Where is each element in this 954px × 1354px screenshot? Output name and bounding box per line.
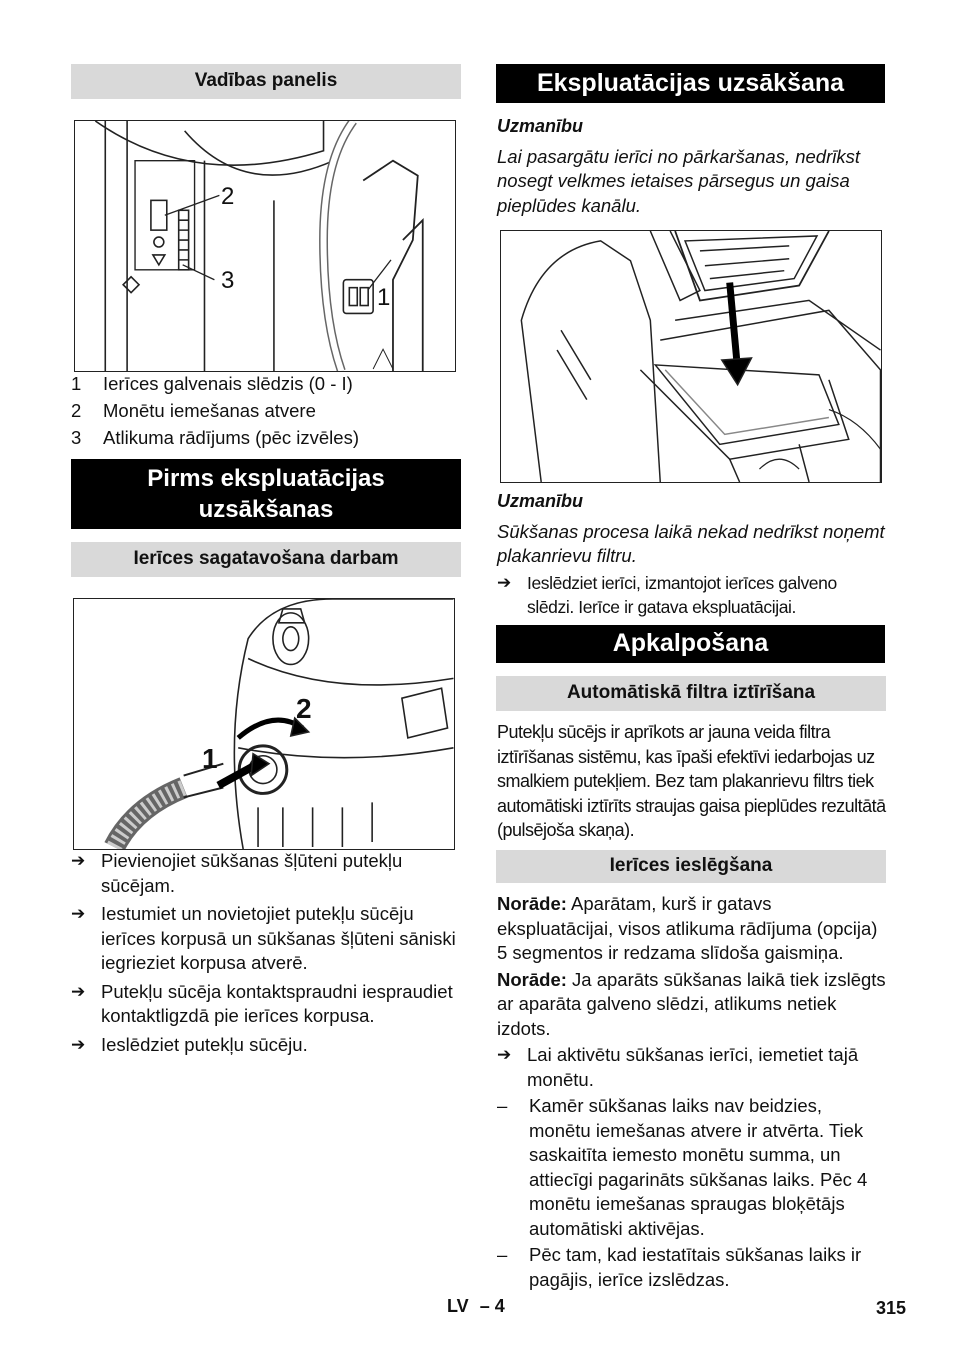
callout-3: 3 (221, 267, 235, 294)
list-item: – Kamēr sūkšanas laiks nav beidzies, monētu iemešanas atvere ir atvērta. Tiek saskaitīta iemesto monētu summa, un attiecīgi pagarināts sūkšanas laiks. Pēc 4 monētu iemešanas spraugas bloķētājs automātiski aktivējas. (497, 1094, 887, 1241)
arrow-icon: ➔ (71, 851, 86, 870)
caution-2 (497, 489, 887, 620)
switch-on-subheading: Ierīces ieslēgšana (496, 850, 886, 883)
dash-marker: – (497, 1244, 508, 1265)
caution-1 (497, 114, 887, 218)
operation-heading: Apkalpošana (496, 625, 885, 663)
page-footer-label: LV – 4 (447, 1296, 505, 1316)
list-item: ➔ Ieslēdziet ierīci, izmantojot ierīces galveno slēdzi. Ierīce ir gatava ekspluatācijai. (497, 571, 887, 620)
note-2: Norāde: Ja aparāts sūkšanas laikā tiek izslēgts ar aparāta galveno slēdzi, atlikums netiek izdots. (497, 968, 886, 1039)
switch-on-section (497, 892, 887, 1292)
filter-cleaning-text: Putekļu sūcējs ir aprīkots ar jauna veida filtra iztīrīšanas sistēmu, kas īpaši efektīvi iedarbojas uz smalkiem putekļiem. Bez tam plakanrievu filtrs tiek automātiski iztīrīts straujas gaisa pieplūdes rezultātā (pulsējoša skaņa). (497, 722, 886, 840)
caution-text: Sūkšanas procesa laikā nekad nedrīkst noņemt plakanrievu filtru. (497, 520, 885, 566)
caution-label: Uzmanību (497, 491, 584, 511)
list-item: ➔ Putekļu sūcēja kontaktspraudni iespraudiet kontaktligzdā pie ierīces korpusa. (71, 980, 463, 1029)
legend-item: 3 Atlikuma rādījums (pēc izvēles) (71, 427, 359, 448)
caution-text: Lai pasargātu ierīci no pārkaršanas, nedrīkst nosegt velkmes ietaises pārsegus un gaisa pieplūdes kanālu. (497, 145, 860, 216)
filter-figure (500, 230, 882, 483)
dash-marker: – (497, 1095, 508, 1116)
control-panel-figure (74, 120, 456, 372)
arrow-icon: ➔ (71, 904, 86, 923)
control-panel-legend (71, 370, 461, 451)
callout-1: 1 (377, 284, 391, 311)
control-panel-heading: Vadības panelis (71, 64, 461, 99)
callout-2: 2 (221, 183, 235, 210)
list-item: ➔ Lai aktivētu sūkšanas ierīci, iemetiet tajā monētu. (497, 1043, 887, 1092)
legend-item: 2 Monētu iemešanas atvere (71, 400, 316, 421)
list-item: – Pēc tam, kad iestatītais sūkšanas laiks ir pagājis, ierīce izslēdzas. (497, 1243, 887, 1292)
step-1-callout: 1 (202, 743, 218, 774)
page-number: 315 (876, 1298, 907, 1318)
arrow-icon: ➔ (497, 1045, 512, 1064)
filter-cleaning-subheading: Automātiskā filtra iztīrīšana (496, 676, 886, 711)
before-use-heading: Pirms ekspluatācijas uzsākšanas (71, 459, 461, 529)
list-item: ➔ Iestumiet un novietojiet putekļu sūcēju ierīces korpusā un sūkšanas šļūteni sāniski iegrieziet korpusa atverē. (71, 902, 463, 976)
arrow-icon: ➔ (497, 572, 511, 592)
arrow-icon: ➔ (71, 1034, 86, 1054)
list-item: ➔ Pievienojiet sūkšanas šļūteni putekļu sūcējam. (71, 849, 463, 898)
step-2-callout: 2 (296, 693, 312, 724)
note-1: Norāde: Aparātam, kurš ir gatavs ekspluatācijai, visos atlikuma rādījuma (opcija) 5 segmentos ir redzama slīdoša gaismiņa. (497, 893, 878, 963)
caution-label: Uzmanību (497, 116, 584, 136)
preparation-subheading: Ierīces sagatavošana darbam (71, 542, 461, 577)
preparation-steps (71, 849, 463, 1057)
hose-connection-figure (73, 598, 455, 850)
start-heading: Ekspluatācijas uzsākšana (496, 64, 885, 103)
legend-item: 1 Ierīces galvenais slēdzis (0 - I) (71, 373, 353, 394)
list-item: ➔ Ieslēdziet putekļu sūcēju. (71, 1033, 463, 1058)
arrow-icon: ➔ (71, 981, 86, 1001)
